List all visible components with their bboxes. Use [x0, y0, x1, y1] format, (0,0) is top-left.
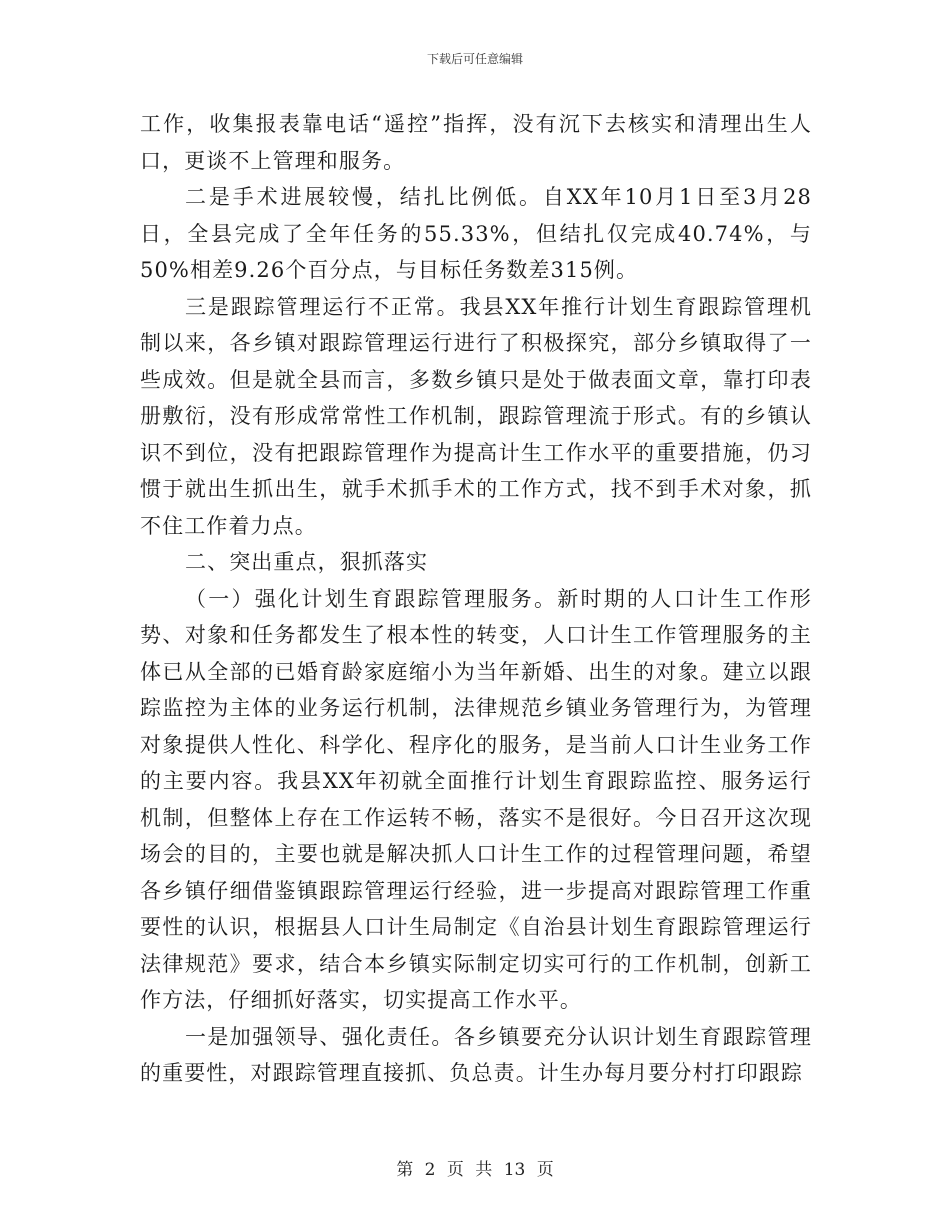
page-number: 第 2 页 共 13 页	[396, 1160, 554, 1180]
paragraph-surgery-progress: 二是手术进展较慢，结扎比例低。自XX年10月1日至3月28日，全县完成了全年任务的55.33%，但结扎仅完成40.74%，与50%相差9.26个百分点，与目标任务数差315例。	[140, 185, 812, 282]
paragraph-tracking-management: 三是跟踪管理运行不正常。我县XX年推行计划生育跟踪管理机制以来，各乡镇对跟踪管理运行进行了积极探究，部分乡镇取得了一些成效。但是就全县而言，多数乡镇只是处于做表面文章，靠打印表册敷衍，没有形成常常性工作机制，跟踪管理流于形式。有的乡镇认识不到位，没有把跟踪管理作为提高计生工作水平的重要措施，仍习惯于就出生抓出生，就手术抓手术的工作方式，找不到手术对象，抓不住工作着力点。	[140, 294, 812, 538]
paragraph-strengthen-service: （一）强化计划生育跟踪管理服务。新时期的人口计生工作形势、对象和任务都发生了根本性的转变，人口计生工作管理服务的主体已从全部的已婚育龄家庭缩小为当年新婚、出生的对象。建立以跟踪监控为主体的业务运行机制，法律规范乡镇业务管理行为，为管理对象提供人性化、科学化、程序化的服务，是当前人口计生业务工作的主要内容。我县XX年初就全面推行计划生育跟踪监控、服务运行机制，但整体上存在工作运转不畅，落实不是很好。今日召开这次现场会的目的，主要也就是解决抓人口计生工作的过程管理问题，希望各乡镇仔细借鉴镇跟踪管理运行经验，进一步提高对跟踪管理工作重要性的认识，根据县人口计生局制定《自治县计划生育跟踪管理运行法律规范》要求，结合本乡镇实际制定切实可行的工作机制，创新工作方法，仔细抓好落实，切实提高工作水平。	[140, 586, 812, 1012]
document-body	[140, 106, 812, 1092]
paragraph-continuation: 工作，收集报表靠电话“遥控”指挥，没有沉下去核实和清理出生人口，更谈不上管理和服务。	[140, 112, 812, 173]
paragraph-leadership: 一是加强领导、强化责任。各乡镇要充分认识计划生育跟踪管理的重要性，对跟踪管理直接抓、负总责。计生办每月要分村打印跟踪	[140, 1024, 812, 1085]
page-header: 下载后可任意编辑	[426, 52, 523, 66]
section-heading: 二、突出重点，狠抓落实	[185, 550, 429, 574]
